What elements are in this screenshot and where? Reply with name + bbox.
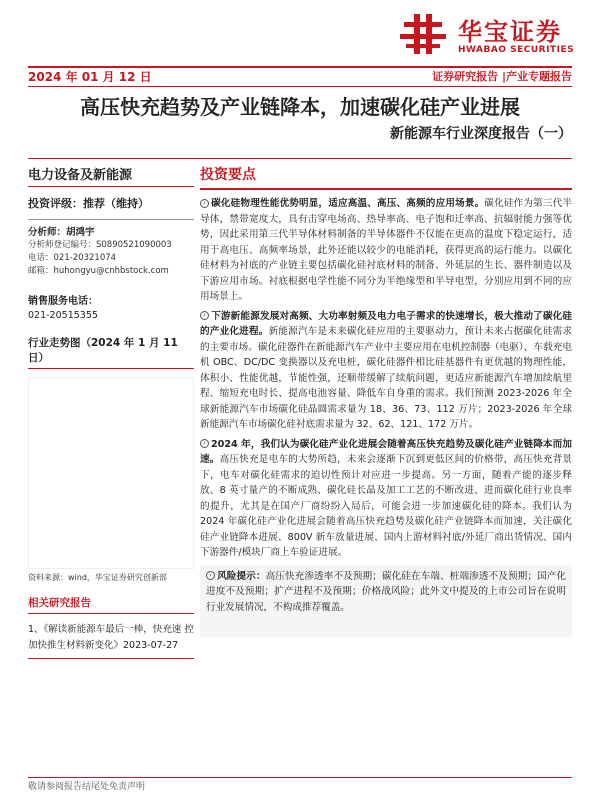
circle-arrow-bullet-icon: ›: [200, 439, 209, 448]
disclaimer-note: 敬请参阅报告结尾处免责声明: [28, 782, 146, 792]
circle-arrow-bullet-icon: ›: [200, 199, 209, 208]
key-point-3: [200, 437, 572, 561]
related-rule-top: [28, 613, 194, 614]
analyst-cert: 分析师登记编号：S0890521090003: [28, 240, 172, 250]
analyst-label: 分析师：: [28, 227, 67, 238]
chart-source: 资料来源：wind，华宝证券研究创新部: [28, 573, 167, 582]
footer-rule: [28, 777, 572, 778]
analyst-email[interactable]: 邮箱：huhongyu@cnhbstock.com: [28, 266, 169, 276]
report-date: 2024 年 01 月 12 日: [28, 70, 152, 84]
section-title: 投资要点: [200, 167, 256, 183]
related-rule-bottom: [28, 658, 194, 659]
circle-arrow-bullet-icon: ›: [206, 571, 215, 580]
trend-chart-title: 行业走势图（2024 年 1 月 11 日）: [28, 337, 178, 364]
risk-text: 高压快充渗透率不及预期；碳化硅在车端、桩端渗透不及预期；国产化进度不及预期；扩产进程不及预期；价格战风险；此外文中提及的上市公司旨在说明行业发展情况，不构成推荐覆盖。: [206, 570, 566, 613]
header-thin-rule: [28, 86, 572, 87]
key-point-text: 碳化硅作为第三代半导体，禁带宽度大，具有击穿电场高、热导率高、电子饱和迁率高、抗辐射能力强等优势，因此采用第三代半导体材料制备的半导体器件不仅能在更高的温度下稳定运行，适用于高电压、高频率场景，此外还能以较少的电能消耗，获得更高的运行能力。以碳化硅材料为衬底的产业链主要包括碳化硅衬底材料的制备、外延层的生长、器件制造以及下游应用市场。衬底根据电学性能不同分为半绝缘型和半导电型，分别应用到不同的应用场景上。: [200, 198, 573, 302]
report-type: 证券研究报告 |产业专题报告: [432, 70, 572, 83]
analyst: [28, 226, 194, 239]
sales-title: 销售服务电话：: [28, 296, 98, 307]
analyst-phone: 电话：021-20321074: [28, 253, 117, 263]
title-rule: [28, 158, 572, 159]
key-point-lead: 碳化硅物理性能优势明显，适应高温、高压、高频的应用场景。: [211, 198, 485, 209]
key-point-1: [200, 196, 572, 305]
analyst-name: 胡鸿宇: [66, 227, 95, 238]
key-point-2: [200, 309, 572, 433]
brand-name-cn: 华宝证券: [458, 18, 562, 46]
related-reports-title: 相关研究报告: [28, 597, 91, 609]
investment-rating: 投资评级：推荐（维持）: [28, 197, 149, 210]
rating-rule: [28, 219, 194, 220]
brand-logo: [400, 12, 580, 60]
risk-lead: 风险提示：: [217, 570, 266, 582]
sector-rule: [28, 186, 194, 187]
sidebar: [28, 164, 194, 659]
trend-rule: [28, 368, 194, 369]
brand-name-en: HWABAO SECURITIES: [458, 45, 575, 55]
trend-chart-area: [28, 377, 194, 569]
page-title: 高压快充趋势及产业链降本，加速碳化硅产业进展: [80, 95, 520, 119]
hwabao-logo-icon: [400, 14, 446, 54]
key-point-text: 高压快充是电车的大势所趋，未来会逐渐下沉到更低区间的价格带，高压快充背景下，电车对碳化硅需求的迫切性预计对应进一步提高。另一方面，随着产能的逐步释放、8 英寸量产的不断成熟、碳化硅长晶及加工工艺的不断改进、进而碳化硅行业良率的提升，尤其是在国产厂商纷纷入局后，可能会进一步加速碳化硅的降本。我们认为 2024 年碳化硅产业化进展会随着高压快充趋势及碳化硅产业链降本而加速，关注碳化硅产业链降本进展、800V 新车放量进展、国内上游材料衬底/外延厂商出货情况、国内下游器件/模块厂商上车验证进展。: [200, 454, 573, 558]
key-point-text: 新能源汽车是未来碳化硅应用的主要驱动力，预计未来占据碳化硅需求的主要市场。碳化硅器件在新能源汽车产业中主要应用在电机控制器（电驱）、车载充电机 OBC、DC/DC 变换器以及充电桩，碳化硅器件相比硅基器件有更优越的物理性能，体积小、性能优越，节能性强，还顺带缓解了续航问题，更适应新能源汽车增加续航里程、缩短充电时长、提高电池容量、降低车自身重的需求。我们预测 2023-2026 年全球新能源汽车市场碳化硅晶圆需求量为 18、36、73、112 万片；2023-2026 年全球新能源汽车市场碳化硅衬底需求量为 32、62、121、172 万片。: [200, 326, 573, 430]
section-rule: [200, 188, 572, 190]
key-point-lead: 下游新能源发展对高频、大功率射频及电力电子需求的快速增长，极大推动了碳化硅的产业化进程。: [200, 310, 572, 337]
key-point-lead: 2024 年，我们认为碳化硅产业化进展会随着高压快充趋势及碳化硅产业链降本而加速。: [200, 438, 572, 465]
circle-arrow-bullet-icon: ›: [200, 311, 209, 320]
risk-warning: [200, 565, 572, 637]
page-subtitle: 新能源车行业深度报告（一）: [390, 126, 572, 142]
related-report-item[interactable]: 1、《解读新能源车最后一棒，快充速 控加快推生材料新变化》2023-07-27: [28, 624, 194, 651]
sector-name: 电力设备及新能源: [28, 168, 133, 183]
risk-warning-body: [206, 569, 566, 633]
main-content: [200, 164, 572, 641]
sales-phone: 021-20515355: [28, 310, 98, 321]
